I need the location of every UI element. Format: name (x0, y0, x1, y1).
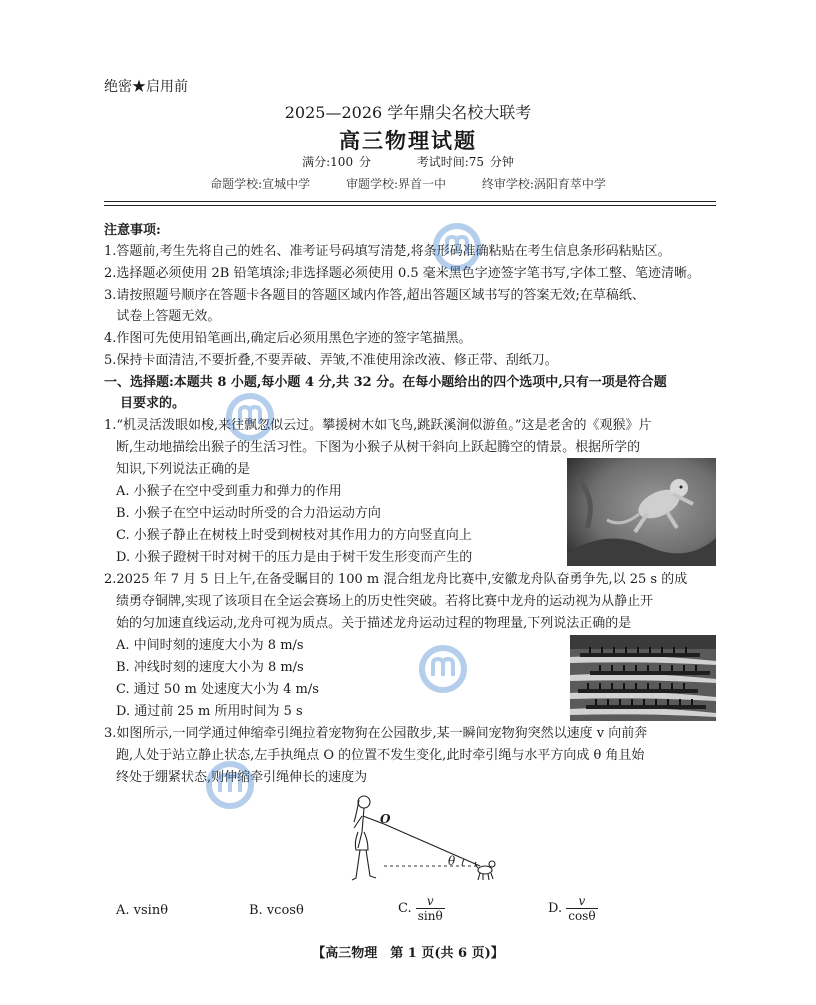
school-final-reviewer: 终审学校:涡阳育萃中学 (481, 177, 606, 191)
full-score: 满分:100 分 (302, 155, 371, 169)
notice-item-1: 1.答题前,考生先将自己的姓名、准考证号码填写清楚,将条形码准确粘贴在考生信息条形码粘贴区。 (104, 244, 671, 259)
notice-item-2: 2.选择题必须使用 2B 铅笔填涂;非选择题必须使用 0.5 毫米黑色字迹签字笔书写,字体工整、笔迹清晰。 (104, 266, 700, 281)
notice-item-4: 4.作图可先使用铅笔画出,确定后必须用黑色字迹的签字笔描黑。 (104, 331, 472, 346)
q3-stem-line3: 终处于绷紧状态,则伸缩牵引绳伸长的速度为 (116, 770, 368, 785)
q3-option-c-numerator: v (416, 894, 445, 909)
page-title: 高三物理试题 (339, 128, 477, 153)
q1-option-b: B. 小猴子在空中运动时所受的合力沿运动方向 (116, 506, 381, 521)
q3-option-d-denominator: cosθ (568, 909, 596, 923)
section-title: 一、选择题:本题共 8 小题,每小题 4 分,共 32 分。在每小题给出的四个选项中,只有一项是符合题 (104, 375, 667, 390)
q3-option-c (398, 894, 445, 923)
q3-diagram (340, 792, 500, 888)
exam-name: 2025—2026 学年鼎尖名校大联考 (284, 103, 532, 122)
exam-time: 考试时间:75 分钟 (416, 155, 514, 169)
notice-item-3: 3.请按照题号顺序在答题卡各题目的答题区域内作答,超出答题区域书写的答案无效;在草稿纸、 (104, 288, 645, 303)
exam-meta (0, 153, 816, 170)
q1-stem-line1: 1.“机灵活泼眼如梭,来往飘忽似云过。攀援树木如飞鸟,跳跃溪涧似游鱼。”这是老舍的《观猴》片 (104, 418, 652, 433)
school-reviewer: 审题学校:界首一中 (345, 177, 447, 191)
watermark-logo-icon (432, 222, 482, 272)
q1-option-c: C. 小猴子静止在树枝上时受到树枝对其作用力的方向竖直向上 (116, 528, 472, 543)
page-footer: 【高三物理 第 1 页(共 6 页)】 (312, 946, 504, 961)
q2-stem-line3: 始的匀加速直线运动,龙舟可视为质点。关于描述龙舟运动过程的物理量,下列说法正确的是 (116, 616, 632, 631)
q3-option-d (548, 894, 598, 923)
watermark-logo-icon (205, 760, 255, 810)
secret-label: 绝密★启用前 (104, 79, 188, 95)
school-proposer: 命题学校:宣城中学 (210, 177, 311, 191)
q1-stem-line3: 知识,下列说法正确的是 (116, 462, 251, 477)
monkey-photo (567, 458, 716, 566)
q2-option-c: C. 通过 50 m 处速度大小为 4 m/s (116, 682, 319, 697)
q3-stem-line2: 跑,人处于站立静止状态,左手执绳点 O 的位置不发生变化,此时牵引绳与水平方向成 θ 角且始 (116, 748, 645, 763)
dragon-boat-photo (570, 635, 716, 721)
q2-stem-line2: 绩勇夺铜牌,实现了该项目在全运会赛场上的历史性突破。若将比赛中龙舟的运动视为从静止开 (116, 594, 654, 609)
q3-option-d-numerator: v (566, 894, 597, 909)
q3-option-c-denominator: sinθ (417, 909, 443, 923)
dog-figure (475, 861, 495, 880)
q3-option-d-fraction (566, 894, 597, 923)
girl-figure (352, 796, 384, 880)
q1-option-d: D. 小猴子蹬树干时对树干的压力是由于树干发生形变而产生的 (116, 550, 473, 565)
q2-option-a: A. 中间时刻的速度大小为 8 m/s (116, 638, 304, 653)
notice-item-5: 5.保持卡面清洁,不要折叠,不要弄破、弄皱,不准使用涂改液、修正带、刮纸刀。 (104, 353, 558, 368)
q3-option-a: A. vsinθ (116, 903, 169, 918)
q3-option-c-fraction (416, 894, 445, 923)
school-info (0, 175, 816, 192)
q3-option-b: B. vcosθ (249, 903, 304, 918)
notice-title: 注意事项: (104, 223, 161, 238)
watermark-logo-icon (225, 392, 275, 442)
section-title-cont: 目要求的。 (120, 396, 186, 411)
q2-stem-line1: 2.2025 年 7 月 5 日上午,在备受瞩目的 100 m 混合组龙舟比赛中,安徽龙舟队奋勇争先,以 25 s 的成 (104, 572, 688, 587)
header-rule-thin (104, 205, 716, 206)
q2-option-d: D. 通过前 25 m 所用时间为 5 s (116, 704, 303, 719)
point-o-label: O (380, 812, 391, 826)
q2-option-b: B. 冲线时刻的速度大小为 8 m/s (116, 660, 304, 675)
q3-option-d-prefix: D. (548, 901, 563, 916)
header-rule-thick (104, 201, 716, 202)
q3-option-c-prefix: C. (398, 901, 412, 916)
q3-stem-line1: 3.如图所示,一同学通过伸缩牵引绳拉着宠物狗在公园散步,某一瞬间宠物狗突然以速度 v 向前奔 (104, 726, 648, 741)
theta-label: θ (448, 854, 456, 868)
watermark-logo-icon (418, 644, 468, 694)
q1-stem-line2: 断,生动地描绘出猴子的生活习性。下图为小猴子从树干斜向上跃起腾空的情景。根据所学的 (116, 440, 641, 455)
notice-item-3-cont: 试卷上答题无效。 (104, 309, 221, 324)
leash-line (384, 824, 480, 866)
angle-arc (462, 859, 464, 866)
q1-option-a: A. 小猴子在空中受到重力和弹力的作用 (116, 484, 342, 499)
